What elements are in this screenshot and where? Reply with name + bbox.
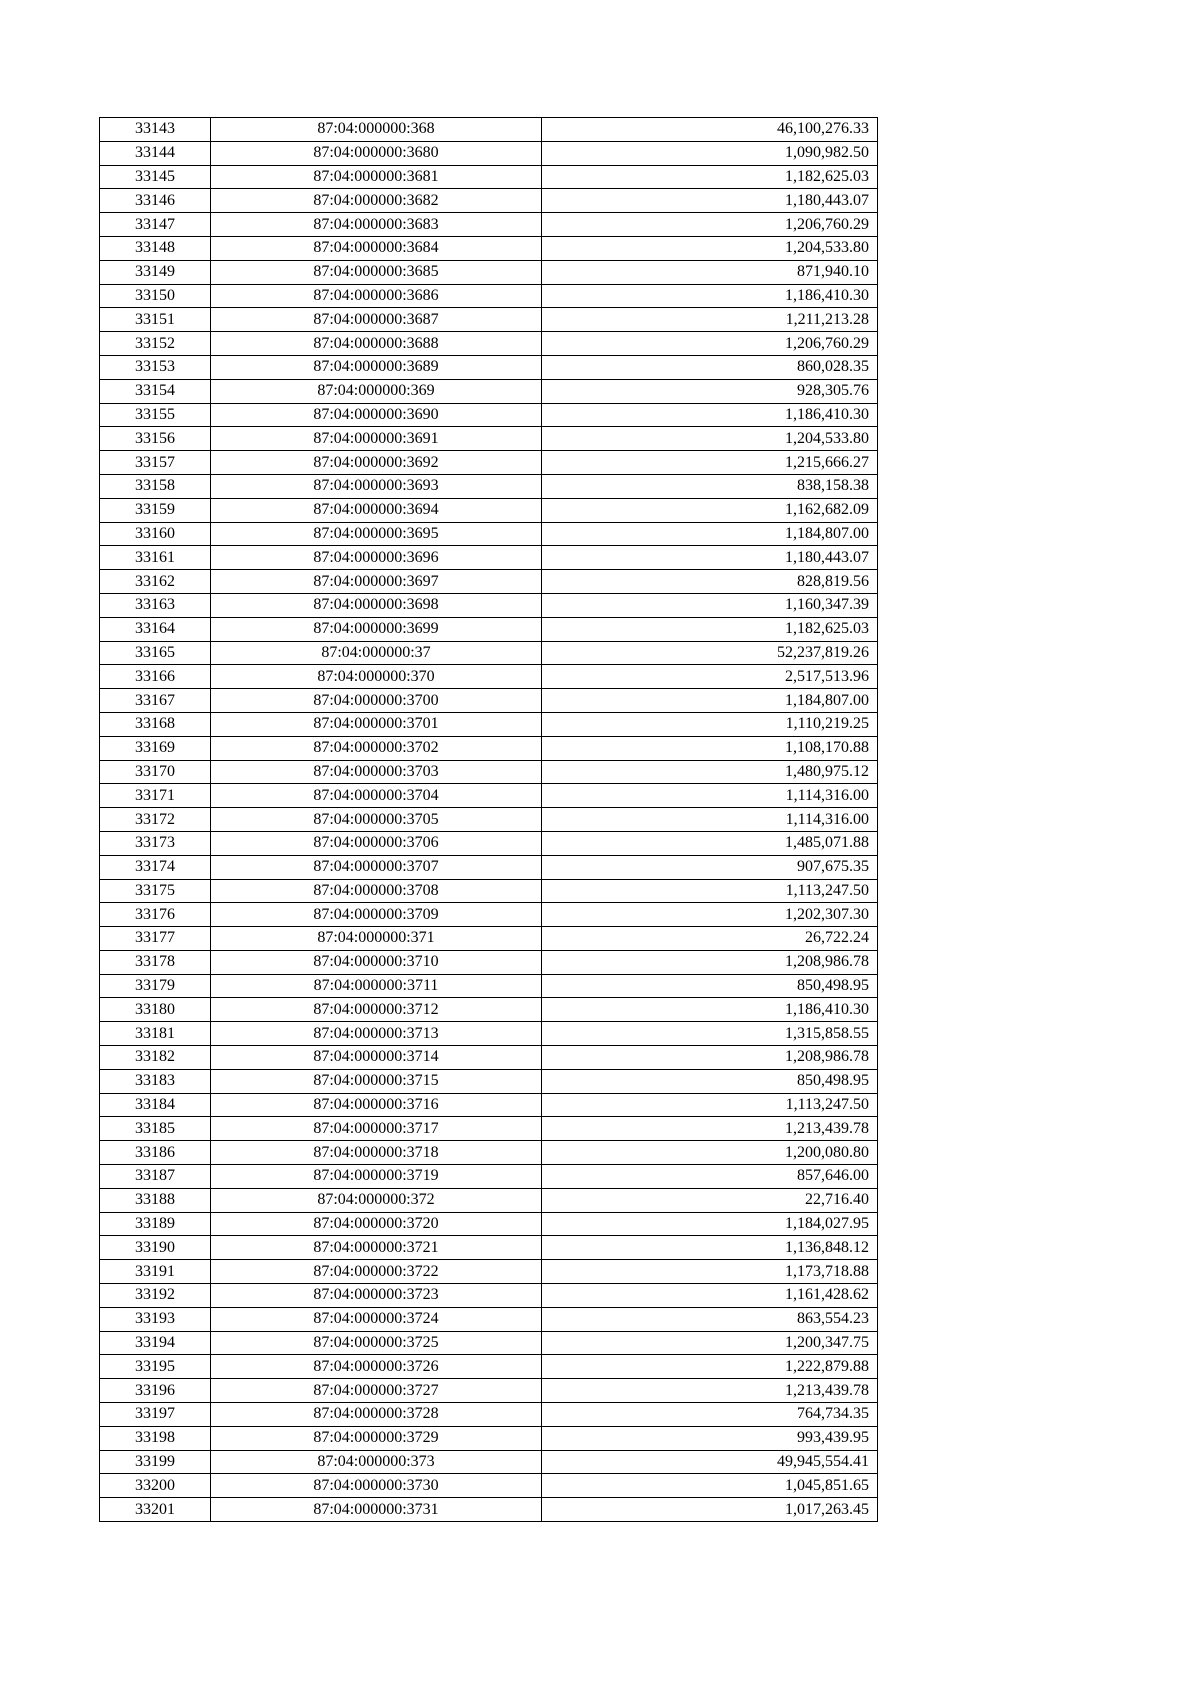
table-row (100, 403, 878, 427)
amount-cell: 928,305.76 (542, 379, 878, 403)
amount-cell: 49,945,554.41 (542, 1450, 878, 1474)
amount-cell: 1,017,263.45 (542, 1498, 878, 1522)
amount-cell: 1,200,347.75 (542, 1331, 878, 1355)
cadastral-number-cell: 87:04:000000:3703 (211, 760, 542, 784)
row-number-cell: 33157 (100, 451, 211, 475)
row-number-cell: 33160 (100, 522, 211, 546)
row-number-cell: 33180 (100, 998, 211, 1022)
amount-cell: 993,439.95 (542, 1426, 878, 1450)
cadastral-number-cell: 87:04:000000:37 (211, 641, 542, 665)
cadastral-number-cell: 87:04:000000:3698 (211, 593, 542, 617)
table-row (100, 689, 878, 713)
row-number-cell: 33151 (100, 308, 211, 332)
amount-cell: 1,114,316.00 (542, 784, 878, 808)
amount-cell: 2,517,513.96 (542, 665, 878, 689)
amount-cell: 1,090,982.50 (542, 141, 878, 165)
amount-cell: 1,208,986.78 (542, 1046, 878, 1070)
row-number-cell: 33192 (100, 1284, 211, 1308)
row-number-cell: 33196 (100, 1379, 211, 1403)
amount-cell: 1,110,219.25 (542, 712, 878, 736)
row-number-cell: 33162 (100, 570, 211, 594)
row-number-cell: 33188 (100, 1188, 211, 1212)
cadastral-number-cell: 87:04:000000:3725 (211, 1331, 542, 1355)
table-row (100, 641, 878, 665)
amount-cell: 1,206,760.29 (542, 332, 878, 356)
table-row (100, 665, 878, 689)
amount-cell: 1,114,316.00 (542, 808, 878, 832)
cadastral-number-cell: 87:04:000000:3729 (211, 1426, 542, 1450)
row-number-cell: 33148 (100, 236, 211, 260)
cadastral-number-cell: 87:04:000000:3721 (211, 1236, 542, 1260)
row-number-cell: 33195 (100, 1355, 211, 1379)
cadastral-number-cell: 87:04:000000:3718 (211, 1141, 542, 1165)
row-number-cell: 33185 (100, 1117, 211, 1141)
amount-cell: 26,722.24 (542, 927, 878, 951)
cadastral-number-cell: 87:04:000000:3701 (211, 712, 542, 736)
table-row (100, 1165, 878, 1189)
amount-cell: 1,113,247.50 (542, 879, 878, 903)
cadastral-number-cell: 87:04:000000:3685 (211, 260, 542, 284)
amount-cell: 1,173,718.88 (542, 1260, 878, 1284)
cadastral-number-cell: 87:04:000000:373 (211, 1450, 542, 1474)
table-row (100, 879, 878, 903)
row-number-cell: 33153 (100, 355, 211, 379)
amount-cell: 1,213,439.78 (542, 1117, 878, 1141)
cadastral-number-cell: 87:04:000000:3727 (211, 1379, 542, 1403)
amount-cell: 1,222,879.88 (542, 1355, 878, 1379)
amount-cell: 1,108,170.88 (542, 736, 878, 760)
row-number-cell: 33170 (100, 760, 211, 784)
row-number-cell: 33178 (100, 950, 211, 974)
cadastral-number-cell: 87:04:000000:3711 (211, 974, 542, 998)
cadastral-number-cell: 87:04:000000:3726 (211, 1355, 542, 1379)
amount-cell: 850,498.95 (542, 1069, 878, 1093)
amount-cell: 828,819.56 (542, 570, 878, 594)
table-row (100, 451, 878, 475)
amount-cell: 907,675.35 (542, 855, 878, 879)
table-row (100, 1379, 878, 1403)
table-row (100, 1093, 878, 1117)
cadastral-number-cell: 87:04:000000:3712 (211, 998, 542, 1022)
cadastral-number-cell: 87:04:000000:3680 (211, 141, 542, 165)
cadastral-number-cell: 87:04:000000:3706 (211, 831, 542, 855)
row-number-cell: 33193 (100, 1307, 211, 1331)
cadastral-number-cell: 87:04:000000:370 (211, 665, 542, 689)
table-row (100, 1474, 878, 1498)
amount-cell: 1,204,533.80 (542, 236, 878, 260)
amount-cell: 850,498.95 (542, 974, 878, 998)
row-number-cell: 33177 (100, 927, 211, 951)
amount-cell: 1,182,625.03 (542, 165, 878, 189)
row-number-cell: 33173 (100, 831, 211, 855)
table-row (100, 950, 878, 974)
table-row (100, 213, 878, 237)
cadastral-number-cell: 87:04:000000:371 (211, 927, 542, 951)
table-row (100, 308, 878, 332)
table-row (100, 855, 878, 879)
row-number-cell: 33144 (100, 141, 211, 165)
cadastral-number-cell: 87:04:000000:3730 (211, 1474, 542, 1498)
cadastral-number-cell: 87:04:000000:3723 (211, 1284, 542, 1308)
table-row (100, 355, 878, 379)
table-row (100, 1284, 878, 1308)
amount-cell: 1,211,213.28 (542, 308, 878, 332)
row-number-cell: 33197 (100, 1403, 211, 1427)
row-number-cell: 33152 (100, 332, 211, 356)
amount-cell: 1,180,443.07 (542, 546, 878, 570)
amount-cell: 1,208,986.78 (542, 950, 878, 974)
cadastral-number-cell: 87:04:000000:3689 (211, 355, 542, 379)
amount-cell: 764,734.35 (542, 1403, 878, 1427)
cadastral-number-cell: 87:04:000000:3690 (211, 403, 542, 427)
amount-cell: 1,184,027.95 (542, 1212, 878, 1236)
amount-cell: 1,184,807.00 (542, 522, 878, 546)
amount-cell: 1,186,410.30 (542, 284, 878, 308)
cadastral-number-cell: 87:04:000000:3699 (211, 617, 542, 641)
table-row (100, 1426, 878, 1450)
amount-cell: 52,237,819.26 (542, 641, 878, 665)
row-number-cell: 33168 (100, 712, 211, 736)
amount-cell: 1,186,410.30 (542, 998, 878, 1022)
row-number-cell: 33155 (100, 403, 211, 427)
table-row (100, 570, 878, 594)
table-row (100, 1403, 878, 1427)
table-body (100, 118, 878, 1522)
row-number-cell: 33174 (100, 855, 211, 879)
table-row (100, 736, 878, 760)
row-number-cell: 33198 (100, 1426, 211, 1450)
cadastral-number-cell: 87:04:000000:3720 (211, 1212, 542, 1236)
table-row (100, 998, 878, 1022)
cadastral-number-cell: 87:04:000000:3705 (211, 808, 542, 832)
table-row (100, 522, 878, 546)
cadastral-number-cell: 87:04:000000:3710 (211, 950, 542, 974)
amount-cell: 1,215,666.27 (542, 451, 878, 475)
table-row (100, 1450, 878, 1474)
cadastral-number-cell: 87:04:000000:3696 (211, 546, 542, 570)
cadastral-number-cell: 87:04:000000:3700 (211, 689, 542, 713)
table-row (100, 1307, 878, 1331)
amount-cell: 1,162,682.09 (542, 498, 878, 522)
row-number-cell: 33184 (100, 1093, 211, 1117)
row-number-cell: 33179 (100, 974, 211, 998)
row-number-cell: 33164 (100, 617, 211, 641)
table-row (100, 379, 878, 403)
table-row (100, 784, 878, 808)
amount-cell: 1,136,848.12 (542, 1236, 878, 1260)
row-number-cell: 33158 (100, 474, 211, 498)
row-number-cell: 33176 (100, 903, 211, 927)
row-number-cell: 33146 (100, 189, 211, 213)
row-number-cell: 33172 (100, 808, 211, 832)
table-row (100, 260, 878, 284)
table-row (100, 760, 878, 784)
amount-cell: 1,480,975.12 (542, 760, 878, 784)
table-row (100, 1212, 878, 1236)
table-row (100, 1331, 878, 1355)
table-row (100, 1355, 878, 1379)
table-row (100, 427, 878, 451)
amount-cell: 1,113,247.50 (542, 1093, 878, 1117)
table-row (100, 927, 878, 951)
amount-cell: 1,200,080.80 (542, 1141, 878, 1165)
cadastral-number-cell: 87:04:000000:3697 (211, 570, 542, 594)
cadastral-number-cell: 87:04:000000:3683 (211, 213, 542, 237)
amount-cell: 46,100,276.33 (542, 118, 878, 142)
cadastral-number-cell: 87:04:000000:3688 (211, 332, 542, 356)
table-row (100, 1046, 878, 1070)
cadastral-number-cell: 87:04:000000:3722 (211, 1260, 542, 1284)
amount-cell: 1,485,071.88 (542, 831, 878, 855)
cadastral-number-cell: 87:04:000000:3716 (211, 1093, 542, 1117)
amount-cell: 1,204,533.80 (542, 427, 878, 451)
cadastral-number-cell: 87:04:000000:3719 (211, 1165, 542, 1189)
table-row (100, 808, 878, 832)
amount-cell: 1,182,625.03 (542, 617, 878, 641)
row-number-cell: 33166 (100, 665, 211, 689)
amount-cell: 857,646.00 (542, 1165, 878, 1189)
table-row (100, 831, 878, 855)
table-row (100, 332, 878, 356)
table-row (100, 903, 878, 927)
cadastral-number-cell: 87:04:000000:3691 (211, 427, 542, 451)
amount-cell: 1,184,807.00 (542, 689, 878, 713)
table-row (100, 593, 878, 617)
cadastral-number-cell: 87:04:000000:3687 (211, 308, 542, 332)
table-row (100, 474, 878, 498)
row-number-cell: 33182 (100, 1046, 211, 1070)
row-number-cell: 33154 (100, 379, 211, 403)
amount-cell: 838,158.38 (542, 474, 878, 498)
table-row (100, 1236, 878, 1260)
cadastral-number-cell: 87:04:000000:3684 (211, 236, 542, 260)
cadastral-number-cell: 87:04:000000:3731 (211, 1498, 542, 1522)
table-row (100, 1498, 878, 1522)
data-table (99, 117, 878, 1522)
row-number-cell: 33189 (100, 1212, 211, 1236)
table-row (100, 141, 878, 165)
cadastral-number-cell: 87:04:000000:3707 (211, 855, 542, 879)
table-row (100, 712, 878, 736)
cadastral-number-cell: 87:04:000000:372 (211, 1188, 542, 1212)
row-number-cell: 33171 (100, 784, 211, 808)
cadastral-number-cell: 87:04:000000:3695 (211, 522, 542, 546)
table-row (100, 546, 878, 570)
cadastral-number-cell: 87:04:000000:3681 (211, 165, 542, 189)
cadastral-number-cell: 87:04:000000:3694 (211, 498, 542, 522)
cadastral-number-cell: 87:04:000000:3728 (211, 1403, 542, 1427)
amount-cell: 1,180,443.07 (542, 189, 878, 213)
row-number-cell: 33190 (100, 1236, 211, 1260)
table-row (100, 1260, 878, 1284)
amount-cell: 860,028.35 (542, 355, 878, 379)
table-row (100, 165, 878, 189)
row-number-cell: 33200 (100, 1474, 211, 1498)
cadastral-number-cell: 87:04:000000:369 (211, 379, 542, 403)
table-row (100, 1069, 878, 1093)
table-row (100, 236, 878, 260)
row-number-cell: 33201 (100, 1498, 211, 1522)
amount-cell: 1,213,439.78 (542, 1379, 878, 1403)
amount-cell: 22,716.40 (542, 1188, 878, 1212)
row-number-cell: 33147 (100, 213, 211, 237)
row-number-cell: 33175 (100, 879, 211, 903)
amount-cell: 1,160,347.39 (542, 593, 878, 617)
row-number-cell: 33145 (100, 165, 211, 189)
table-row (100, 1141, 878, 1165)
table-row (100, 118, 878, 142)
row-number-cell: 33161 (100, 546, 211, 570)
table-row (100, 1117, 878, 1141)
row-number-cell: 33143 (100, 118, 211, 142)
cadastral-number-cell: 87:04:000000:3713 (211, 1022, 542, 1046)
amount-cell: 863,554.23 (542, 1307, 878, 1331)
table-row (100, 498, 878, 522)
amount-cell: 1,202,307.30 (542, 903, 878, 927)
row-number-cell: 33187 (100, 1165, 211, 1189)
amount-cell: 1,315,858.55 (542, 1022, 878, 1046)
amount-cell: 1,161,428.62 (542, 1284, 878, 1308)
cadastral-number-cell: 87:04:000000:3693 (211, 474, 542, 498)
row-number-cell: 33159 (100, 498, 211, 522)
cadastral-number-cell: 87:04:000000:3717 (211, 1117, 542, 1141)
cadastral-number-cell: 87:04:000000:3682 (211, 189, 542, 213)
table-row (100, 284, 878, 308)
cadastral-number-cell: 87:04:000000:3708 (211, 879, 542, 903)
row-number-cell: 33156 (100, 427, 211, 451)
table-row (100, 617, 878, 641)
row-number-cell: 33191 (100, 1260, 211, 1284)
row-number-cell: 33194 (100, 1331, 211, 1355)
row-number-cell: 33199 (100, 1450, 211, 1474)
cadastral-number-cell: 87:04:000000:3704 (211, 784, 542, 808)
amount-cell: 871,940.10 (542, 260, 878, 284)
cadastral-number-cell: 87:04:000000:3724 (211, 1307, 542, 1331)
table-row (100, 189, 878, 213)
row-number-cell: 33183 (100, 1069, 211, 1093)
amount-cell: 1,206,760.29 (542, 213, 878, 237)
row-number-cell: 33186 (100, 1141, 211, 1165)
row-number-cell: 33149 (100, 260, 211, 284)
cadastral-number-cell: 87:04:000000:3714 (211, 1046, 542, 1070)
row-number-cell: 33167 (100, 689, 211, 713)
cadastral-number-cell: 87:04:000000:368 (211, 118, 542, 142)
cadastral-number-cell: 87:04:000000:3692 (211, 451, 542, 475)
table-row (100, 1188, 878, 1212)
cadastral-number-cell: 87:04:000000:3686 (211, 284, 542, 308)
row-number-cell: 33169 (100, 736, 211, 760)
row-number-cell: 33165 (100, 641, 211, 665)
cadastral-number-cell: 87:04:000000:3715 (211, 1069, 542, 1093)
amount-cell: 1,045,851.65 (542, 1474, 878, 1498)
row-number-cell: 33150 (100, 284, 211, 308)
table-row (100, 1022, 878, 1046)
cadastral-number-cell: 87:04:000000:3702 (211, 736, 542, 760)
row-number-cell: 33181 (100, 1022, 211, 1046)
amount-cell: 1,186,410.30 (542, 403, 878, 427)
table-row (100, 974, 878, 998)
row-number-cell: 33163 (100, 593, 211, 617)
cadastral-number-cell: 87:04:000000:3709 (211, 903, 542, 927)
